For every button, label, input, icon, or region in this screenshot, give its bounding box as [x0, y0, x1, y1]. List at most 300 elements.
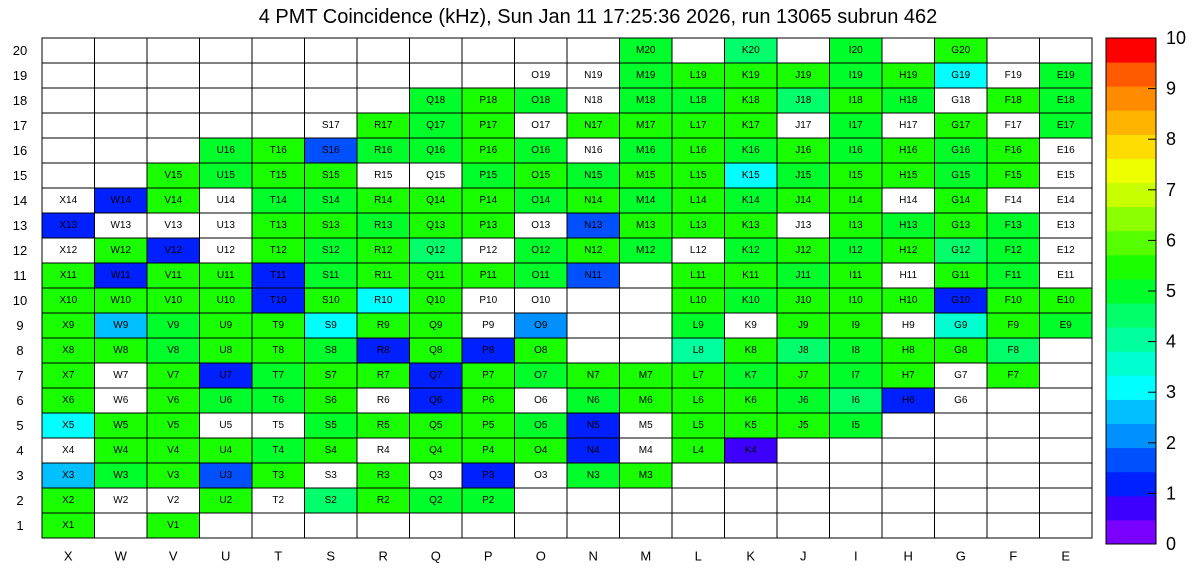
cell-label-O4: O4 [534, 445, 548, 456]
cell-label-K18: K18 [741, 95, 760, 106]
cell-label-M6: M6 [638, 395, 653, 406]
colorbar-segment [1106, 472, 1156, 497]
cell-label-P2: P2 [482, 495, 495, 506]
cell-label-I13: I13 [848, 220, 863, 231]
colorbar-segment [1106, 303, 1156, 328]
cell-label-L8: L8 [692, 345, 704, 356]
y-tick-label: 7 [16, 368, 24, 383]
cell-label-G18: G18 [951, 95, 971, 106]
cell-label-X1: X1 [62, 520, 75, 531]
cell-label-I15: I15 [848, 170, 863, 181]
cell-label-S3: S3 [324, 470, 337, 481]
y-tick-label: 4 [16, 443, 24, 458]
cell-label-J14: J14 [795, 195, 812, 206]
y-tick-label: 12 [12, 243, 28, 258]
cell-label-F11: F11 [1005, 270, 1022, 281]
cell-label-E15: E15 [1056, 170, 1075, 181]
cell-label-Q13: Q13 [426, 220, 446, 231]
cell-label-H16: H16 [899, 145, 918, 156]
cell-label-G17: G17 [951, 120, 971, 131]
cell-label-M15: M15 [636, 170, 656, 181]
y-tick-label: 19 [12, 68, 28, 83]
cell-label-P10: P10 [479, 295, 498, 306]
colorbar-segment [1106, 255, 1156, 280]
cell-label-T10: T10 [269, 295, 287, 306]
cell-label-U4: U4 [219, 445, 233, 456]
cell-label-E12: E12 [1056, 245, 1075, 256]
colorbar-tick-label: 4 [1166, 331, 1177, 352]
colorbar-segment [1106, 134, 1156, 159]
cell-label-J15: J15 [795, 170, 812, 181]
cell-label-W4: W4 [113, 445, 129, 456]
cell-label-M14: M14 [636, 195, 656, 206]
cell-label-N18: N18 [584, 95, 603, 106]
cell-label-N7: N7 [586, 370, 600, 381]
cell-label-O19: O19 [531, 70, 551, 81]
cell-label-F12: F12 [1004, 245, 1022, 256]
cell-label-M13: M13 [636, 220, 656, 231]
cell-label-P15: P15 [479, 170, 498, 181]
cell-label-T7: T7 [272, 370, 285, 381]
y-tick-label: 8 [16, 343, 24, 358]
y-tick-label: 18 [12, 93, 28, 108]
cell-label-T13: T13 [269, 220, 287, 231]
cell-label-P6: P6 [482, 395, 495, 406]
y-tick-label: 14 [12, 193, 28, 208]
cell-label-T11: T11 [270, 270, 287, 281]
x-tick-label: Q [430, 548, 441, 564]
cell-label-K13: K13 [741, 220, 760, 231]
cell-label-V7: V7 [167, 370, 180, 381]
colorbar-segment [1106, 207, 1156, 232]
colorbar-tick-label: 3 [1166, 382, 1177, 403]
cell-label-P17: P17 [479, 120, 498, 131]
cell-label-Q15: Q15 [426, 170, 446, 181]
colorbar-tick-label: 5 [1166, 281, 1177, 301]
cell-label-S13: S13 [321, 220, 340, 231]
cell-label-I5: I5 [851, 420, 860, 431]
cell-label-V8: V8 [167, 345, 180, 356]
colorbar-tick-label: 9 [1166, 78, 1177, 99]
cell-label-W2: W2 [113, 495, 129, 506]
cell-label-O18: O18 [531, 95, 551, 106]
cell-label-M20: M20 [636, 45, 656, 56]
cell-label-W13: W13 [110, 220, 132, 231]
cell-label-N11: N11 [584, 270, 603, 281]
cell-label-L10: L10 [689, 295, 707, 306]
cell-label-J17: J17 [795, 120, 812, 131]
cell-label-N4: N4 [586, 445, 600, 456]
cell-label-R17: R17 [374, 120, 393, 131]
cell-label-Q5: Q5 [429, 420, 443, 431]
cell-label-V9: V9 [167, 320, 180, 331]
cell-label-T14: T14 [269, 195, 287, 206]
cell-label-E13: E13 [1056, 220, 1075, 231]
cell-label-V11: V11 [164, 270, 182, 281]
cell-label-O11: O11 [531, 270, 550, 281]
cell-label-L11: L11 [690, 270, 707, 281]
cell-label-J8: J8 [797, 345, 809, 356]
x-tick-label: G [955, 548, 966, 564]
cell-label-O3: O3 [534, 470, 548, 481]
x-tick-label: P [483, 548, 493, 564]
cell-label-J10: J10 [795, 295, 812, 306]
cell-label-H7: H7 [901, 370, 915, 381]
cell-label-W11: W11 [110, 270, 131, 281]
cell-label-R14: R14 [374, 195, 393, 206]
cell-label-T2: T2 [272, 495, 285, 506]
x-tick-label: I [853, 548, 858, 564]
x-tick-label: H [903, 548, 913, 564]
cell-label-O15: O15 [531, 170, 551, 181]
colorbar-segment [1106, 158, 1156, 183]
cell-label-G9: G9 [954, 320, 968, 331]
cell-label-L19: L19 [689, 70, 707, 81]
colorbar-segment [1106, 424, 1156, 449]
cell-label-X4: X4 [62, 445, 75, 456]
cell-label-U6: U6 [219, 395, 233, 406]
cell-label-F10: F10 [1004, 295, 1022, 306]
cell-label-S11: S11 [322, 270, 340, 281]
cell-label-F15: F15 [1004, 170, 1022, 181]
cell-label-L16: L16 [689, 145, 707, 156]
cell-label-K8: K8 [744, 345, 757, 356]
cell-label-I6: I6 [851, 395, 860, 406]
cell-label-K6: K6 [744, 395, 757, 406]
cell-label-F8: F8 [1007, 345, 1020, 356]
cell-label-I16: I16 [848, 145, 863, 156]
cell-label-F19: F19 [1004, 70, 1022, 81]
cell-label-R16: R16 [374, 145, 393, 156]
cell-label-K20: K20 [741, 45, 760, 56]
cell-label-M17: M17 [636, 120, 656, 131]
cell-label-F9: F9 [1007, 320, 1020, 331]
cell-label-U7: U7 [219, 370, 233, 381]
cell-label-U8: U8 [219, 345, 233, 356]
y-tick-label: 16 [12, 143, 28, 158]
cell-label-T8: T8 [272, 345, 285, 356]
cell-label-G6: G6 [954, 395, 968, 406]
cell-label-G7: G7 [954, 370, 968, 381]
cell-label-O7: O7 [534, 370, 548, 381]
cell-label-J11: J11 [795, 270, 811, 281]
cell-label-S9: S9 [324, 320, 337, 331]
cell-label-P11: P11 [479, 270, 497, 281]
cell-label-F16: F16 [1004, 145, 1022, 156]
cell-label-F18: F18 [1004, 95, 1022, 106]
y-tick-label: 15 [12, 168, 28, 183]
y-tick-label: 3 [16, 468, 24, 483]
cell-label-M5: M5 [638, 420, 653, 431]
cell-label-N14: N14 [584, 195, 603, 206]
cell-label-Q17: Q17 [426, 120, 446, 131]
cell-label-X11: X11 [59, 270, 77, 281]
x-tick-label: K [746, 548, 756, 564]
cell-label-G16: G16 [951, 145, 971, 156]
colorbar-segment [1106, 183, 1156, 208]
cell-label-E11: E11 [1057, 270, 1075, 281]
colorbar-tick-label: 1 [1166, 483, 1177, 504]
cell-label-T3: T3 [272, 470, 285, 481]
cell-label-P9: P9 [482, 320, 495, 331]
cell-label-J7: J7 [797, 370, 809, 381]
cell-label-R9: R9 [376, 320, 390, 331]
cell-label-E9: E9 [1059, 320, 1072, 331]
colorbar-segment [1106, 110, 1156, 135]
cell-label-S6: S6 [324, 395, 337, 406]
cell-label-X9: X9 [62, 320, 75, 331]
cell-label-R7: R7 [376, 370, 390, 381]
cell-label-V3: V3 [167, 470, 180, 481]
cell-label-J6: J6 [797, 395, 809, 406]
cell-label-T12: T12 [269, 245, 287, 256]
cell-label-R10: R10 [374, 295, 393, 306]
cell-label-R15: R15 [374, 170, 393, 181]
cell-label-H17: H17 [899, 120, 918, 131]
colorbar-segment [1106, 86, 1156, 111]
y-tick-label: 13 [12, 218, 28, 233]
cell-label-K12: K12 [741, 245, 760, 256]
cell-label-Q3: Q3 [429, 470, 443, 481]
cell-label-V14: V14 [164, 195, 183, 206]
cell-label-O6: O6 [534, 395, 548, 406]
cell-label-R5: R5 [376, 420, 390, 431]
cell-label-X13: X13 [59, 220, 78, 231]
cell-label-K15: K15 [741, 170, 760, 181]
cell-label-S8: S8 [324, 345, 337, 356]
cell-label-H9: H9 [901, 320, 915, 331]
x-tick-label: O [535, 548, 546, 564]
cell-label-H15: H15 [899, 170, 918, 181]
cell-label-X7: X7 [62, 370, 75, 381]
cell-label-I11: I11 [849, 270, 863, 281]
cell-label-P8: P8 [482, 345, 495, 356]
cell-label-W7: W7 [113, 370, 129, 381]
cell-label-Q8: Q8 [429, 345, 443, 356]
cell-label-X12: X12 [59, 245, 78, 256]
cell-label-S12: S12 [321, 245, 340, 256]
cell-label-R3: R3 [376, 470, 390, 481]
cell-label-P13: P13 [479, 220, 498, 231]
cell-label-K4: K4 [744, 445, 757, 456]
colorbar-segment [1106, 496, 1156, 521]
cell-label-K14: K14 [741, 195, 760, 206]
cell-label-F17: F17 [1004, 120, 1022, 131]
cell-label-Q14: Q14 [426, 195, 446, 206]
colorbar-segment [1106, 38, 1156, 63]
cell-label-N3: N3 [586, 470, 600, 481]
cell-label-M19: M19 [636, 70, 656, 81]
cell-label-N12: N12 [584, 245, 603, 256]
cell-label-O8: O8 [534, 345, 548, 356]
cell-label-H6: H6 [901, 395, 915, 406]
cell-label-M4: M4 [638, 445, 653, 456]
cell-label-J16: J16 [795, 145, 812, 156]
cell-label-O17: O17 [531, 120, 551, 131]
cell-label-U16: U16 [216, 145, 235, 156]
x-tick-label: R [378, 548, 388, 564]
cell-label-X5: X5 [62, 420, 75, 431]
y-tick-label: 9 [16, 318, 24, 333]
cell-label-U11: U11 [216, 270, 235, 281]
colorbar-tick-label: 6 [1166, 230, 1177, 251]
cell-label-E16: E16 [1056, 145, 1075, 156]
cell-label-E10: E10 [1056, 295, 1075, 306]
cell-label-K7: K7 [744, 370, 757, 381]
cell-label-Q2: Q2 [429, 495, 443, 506]
cell-label-W10: W10 [110, 295, 132, 306]
cell-label-I18: I18 [848, 95, 863, 106]
cell-label-K5: K5 [744, 420, 757, 431]
x-tick-label: X [63, 548, 73, 564]
cell-label-W14: W14 [110, 195, 132, 206]
cell-label-G8: G8 [954, 345, 968, 356]
y-tick-label: 20 [12, 43, 28, 58]
x-tick-label: W [114, 548, 127, 564]
cell-label-N5: N5 [586, 420, 600, 431]
y-tick-label: 1 [16, 518, 24, 533]
cell-label-H18: H18 [899, 95, 918, 106]
cell-label-L5: L5 [692, 420, 704, 431]
cell-label-T9: T9 [272, 320, 285, 331]
cell-label-X6: X6 [62, 395, 75, 406]
cell-label-F13: F13 [1004, 220, 1022, 231]
x-tick-label: M [640, 548, 652, 564]
cell-label-U14: U14 [216, 195, 235, 206]
cell-label-I14: I14 [848, 195, 863, 206]
cell-label-L4: L4 [692, 445, 704, 456]
cell-label-S2: S2 [324, 495, 337, 506]
x-tick-label: N [588, 548, 598, 564]
cell-label-Q12: Q12 [426, 245, 446, 256]
cell-label-L15: L15 [689, 170, 707, 181]
cell-label-P12: P12 [479, 245, 498, 256]
colorbar-segment [1106, 448, 1156, 473]
cell-label-J13: J13 [795, 220, 812, 231]
cell-label-G13: G13 [951, 220, 971, 231]
cell-label-E18: E18 [1056, 95, 1075, 106]
x-tick-label: E [1061, 548, 1071, 564]
cell-label-I19: I19 [848, 70, 863, 81]
cell-label-W12: W12 [110, 245, 132, 256]
cell-label-T15: T15 [269, 170, 287, 181]
cell-label-O16: O16 [531, 145, 551, 156]
cell-label-T6: T6 [272, 395, 285, 406]
cell-label-L9: L9 [692, 320, 704, 331]
cell-label-G15: G15 [951, 170, 971, 181]
cell-label-K11: K11 [742, 270, 760, 281]
cell-label-L12: L12 [689, 245, 707, 256]
cell-label-G11: G11 [951, 270, 970, 281]
y-tick-label: 5 [16, 418, 24, 433]
cell-label-S10: S10 [321, 295, 340, 306]
colorbar-tick-label: 0 [1166, 534, 1177, 554]
x-tick-label: V [168, 548, 178, 564]
cell-label-N15: N15 [584, 170, 603, 181]
cell-label-W9: W9 [113, 320, 129, 331]
cell-label-J5: J5 [797, 420, 809, 431]
cell-label-Q10: Q10 [426, 295, 446, 306]
cell-label-S17: S17 [321, 120, 340, 131]
cell-label-J18: J18 [795, 95, 812, 106]
cell-label-N13: N13 [584, 220, 603, 231]
cell-label-G19: G19 [951, 70, 971, 81]
cell-label-P16: P16 [479, 145, 498, 156]
cell-label-Q9: Q9 [429, 320, 443, 331]
cell-label-R11: R11 [374, 270, 393, 281]
cell-label-X14: X14 [59, 195, 78, 206]
cell-label-R4: R4 [376, 445, 390, 456]
cell-label-U2: U2 [219, 495, 233, 506]
cell-label-I7: I7 [851, 370, 860, 381]
cell-label-M7: M7 [638, 370, 653, 381]
cell-label-G14: G14 [951, 195, 971, 206]
cell-label-R2: R2 [376, 495, 390, 506]
cell-label-Q7: Q7 [429, 370, 443, 381]
cell-label-I8: I8 [851, 345, 860, 356]
cell-label-U12: U12 [216, 245, 235, 256]
cell-label-R13: R13 [374, 220, 393, 231]
cell-label-S5: S5 [324, 420, 337, 431]
cell-label-R6: R6 [376, 395, 390, 406]
cell-label-V2: V2 [167, 495, 180, 506]
cell-label-O9: O9 [534, 320, 548, 331]
cell-label-M16: M16 [636, 145, 656, 156]
cell-label-I20: I20 [848, 45, 863, 56]
cell-label-U13: U13 [216, 220, 235, 231]
cell-label-P4: P4 [482, 445, 495, 456]
cell-label-T16: T16 [269, 145, 287, 156]
colorbar-tick-label: 2 [1166, 432, 1177, 453]
cell-label-J12: J12 [795, 245, 812, 256]
cell-label-H13: H13 [899, 220, 918, 231]
cell-label-P7: P7 [482, 370, 495, 381]
cell-label-S7: S7 [324, 370, 337, 381]
cell-label-L14: L14 [689, 195, 707, 206]
cell-label-X3: X3 [62, 470, 75, 481]
cell-label-Q4: Q4 [429, 445, 443, 456]
cell-label-H19: H19 [899, 70, 918, 81]
y-tick-label: 11 [13, 268, 27, 283]
cell-label-W8: W8 [113, 345, 129, 356]
cell-label-U3: U3 [219, 470, 233, 481]
cell-label-X2: X2 [62, 495, 75, 506]
cell-label-H14: H14 [899, 195, 918, 206]
cell-label-O14: O14 [531, 195, 551, 206]
cell-label-V1: V1 [167, 520, 180, 531]
cell-label-J19: J19 [795, 70, 812, 81]
cell-label-E17: E17 [1056, 120, 1075, 131]
cell-label-T4: T4 [272, 445, 285, 456]
cell-label-L13: L13 [689, 220, 707, 231]
cell-label-X8: X8 [62, 345, 75, 356]
x-tick-label: S [326, 548, 336, 564]
colorbar-segment [1106, 520, 1156, 545]
cell-label-X10: X10 [59, 295, 78, 306]
cell-label-M12: M12 [636, 245, 656, 256]
cell-label-W3: W3 [113, 470, 129, 481]
y-tick-label: 6 [16, 393, 24, 408]
cell-label-T5: T5 [272, 420, 285, 431]
cell-label-K10: K10 [741, 295, 760, 306]
cell-label-K9: K9 [744, 320, 757, 331]
cell-label-V6: V6 [167, 395, 180, 406]
cell-label-I17: I17 [848, 120, 863, 131]
y-tick-label: 2 [16, 493, 24, 508]
cell-label-S4: S4 [324, 445, 337, 456]
colorbar-segment [1106, 62, 1156, 87]
x-tick-label: L [694, 548, 702, 564]
